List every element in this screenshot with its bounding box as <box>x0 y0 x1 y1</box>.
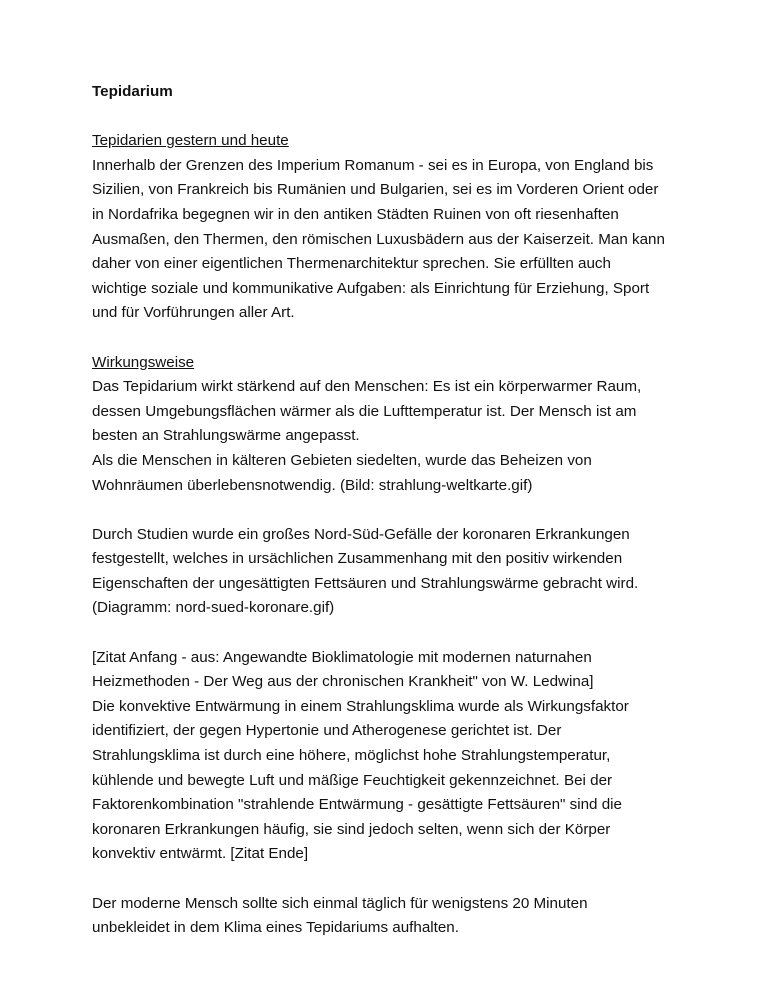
paragraph-effect-intro <box>92 375 712 498</box>
text-line: konvektiv entwärmt. [Zitat Ende] <box>92 845 309 863</box>
text-line: Das Tepidarium wirkt stärkend auf den Menschen: Es ist ein körperwarmer Raum, <box>92 378 642 396</box>
text-line: identifiziert, der gegen Hypertonie und Atherogenese gerichtet ist. Der <box>92 722 562 740</box>
text-line: besten an Strahlungswärme angepasst. <box>92 427 360 445</box>
paragraph-spacer <box>92 621 712 646</box>
text-line: [Zitat Anfang - aus: Angewandte Bioklimatologie mit modernen naturnahen <box>92 648 592 666</box>
text-line: Die konvektive Entwärmung in einem Strahlungsklima wurde als Wirkungsfaktor <box>92 697 629 715</box>
text-line: dessen Umgebungsflächen wärmer als die Lufttemperatur ist. Der Mensch ist am <box>92 402 637 420</box>
section-heading-effect: Wirkungsweise <box>92 353 195 371</box>
paragraph-quote <box>92 646 712 867</box>
text-line: Faktorenkombination "strahlende Entwärmung - gesättigte Fettsäuren" sind die <box>92 796 622 814</box>
text-line: festgestellt, welches in ursächlichen Zusammenhang mit den positiv wirkenden <box>92 550 623 568</box>
text-line: Ausmaßen, den Thermen, den römischen Luxusbädern aus der Kaiserzeit. Man kann <box>92 230 665 248</box>
text-line: daher von einer eigentlichen Thermenarchitektur sprechen. Sie erfüllten auch <box>92 255 611 273</box>
text-line: koronaren Erkrankungen häufig, sie sind jedoch selten, wenn sich der Körper <box>92 820 611 838</box>
text-line: Der moderne Mensch sollte sich einmal täglich für wenigstens 20 Minuten <box>92 894 588 912</box>
text-line: Wohnräumen überlebensnotwendig. (Bild: strahlung-weltkarte.gif) <box>92 476 533 494</box>
text-line: Innerhalb der Grenzen des Imperium Romanum - sei es in Europa, von England bis <box>92 156 654 174</box>
paragraph-spacer <box>92 326 712 351</box>
paragraph-spacer <box>92 498 712 523</box>
text-line: in Nordafrika begegnen wir in den antiken Städten Ruinen von oft riesenhaften <box>92 205 619 223</box>
paragraph-studies <box>92 523 712 621</box>
section-heading-history: Tepidarien gestern und heute <box>92 132 289 150</box>
text-line: unbekleidet in dem Klima eines Tepidariums aufhalten. <box>92 919 459 937</box>
text-line: wichtige soziale und kommunikative Aufgaben: als Einrichtung für Erziehung, Sport <box>92 279 650 297</box>
text-line: Durch Studien wurde ein großes Nord-Süd-Gefälle der koronaren Erkrankungen <box>92 525 630 543</box>
paragraph-history <box>92 154 712 326</box>
text-line: Heizmethoden - Der Weg aus der chronischen Krankheit" von W. Ledwina] <box>92 673 594 691</box>
text-line: Strahlungsklima ist durch eine höhere, möglichst hohe Strahlungstemperatur, <box>92 747 611 765</box>
text-line: Als die Menschen in kälteren Gebieten siedelten, wurde das Beheizen von <box>92 451 592 469</box>
paragraph-recommendation <box>92 892 712 941</box>
document-page <box>92 80 712 941</box>
paragraph-spacer <box>92 867 712 892</box>
text-line: kühlende und bewegte Luft und mäßige Feuchtigkeit gekennzeichnet. Bei der <box>92 771 613 789</box>
text-line: und für Vorführungen aller Art. <box>92 304 295 322</box>
text-line: (Diagramm: nord-sued-koronare.gif) <box>92 599 335 617</box>
text-line: Sizilien, von Frankreich bis Rumänien und Bulgarien, sei es im Vorderen Orient oder <box>92 181 659 199</box>
document-title: Tepidarium <box>92 83 173 100</box>
text-line: Eigenschaften der ungesättigten Fettsäuren und Strahlungswärme gebracht wird. <box>92 574 639 592</box>
